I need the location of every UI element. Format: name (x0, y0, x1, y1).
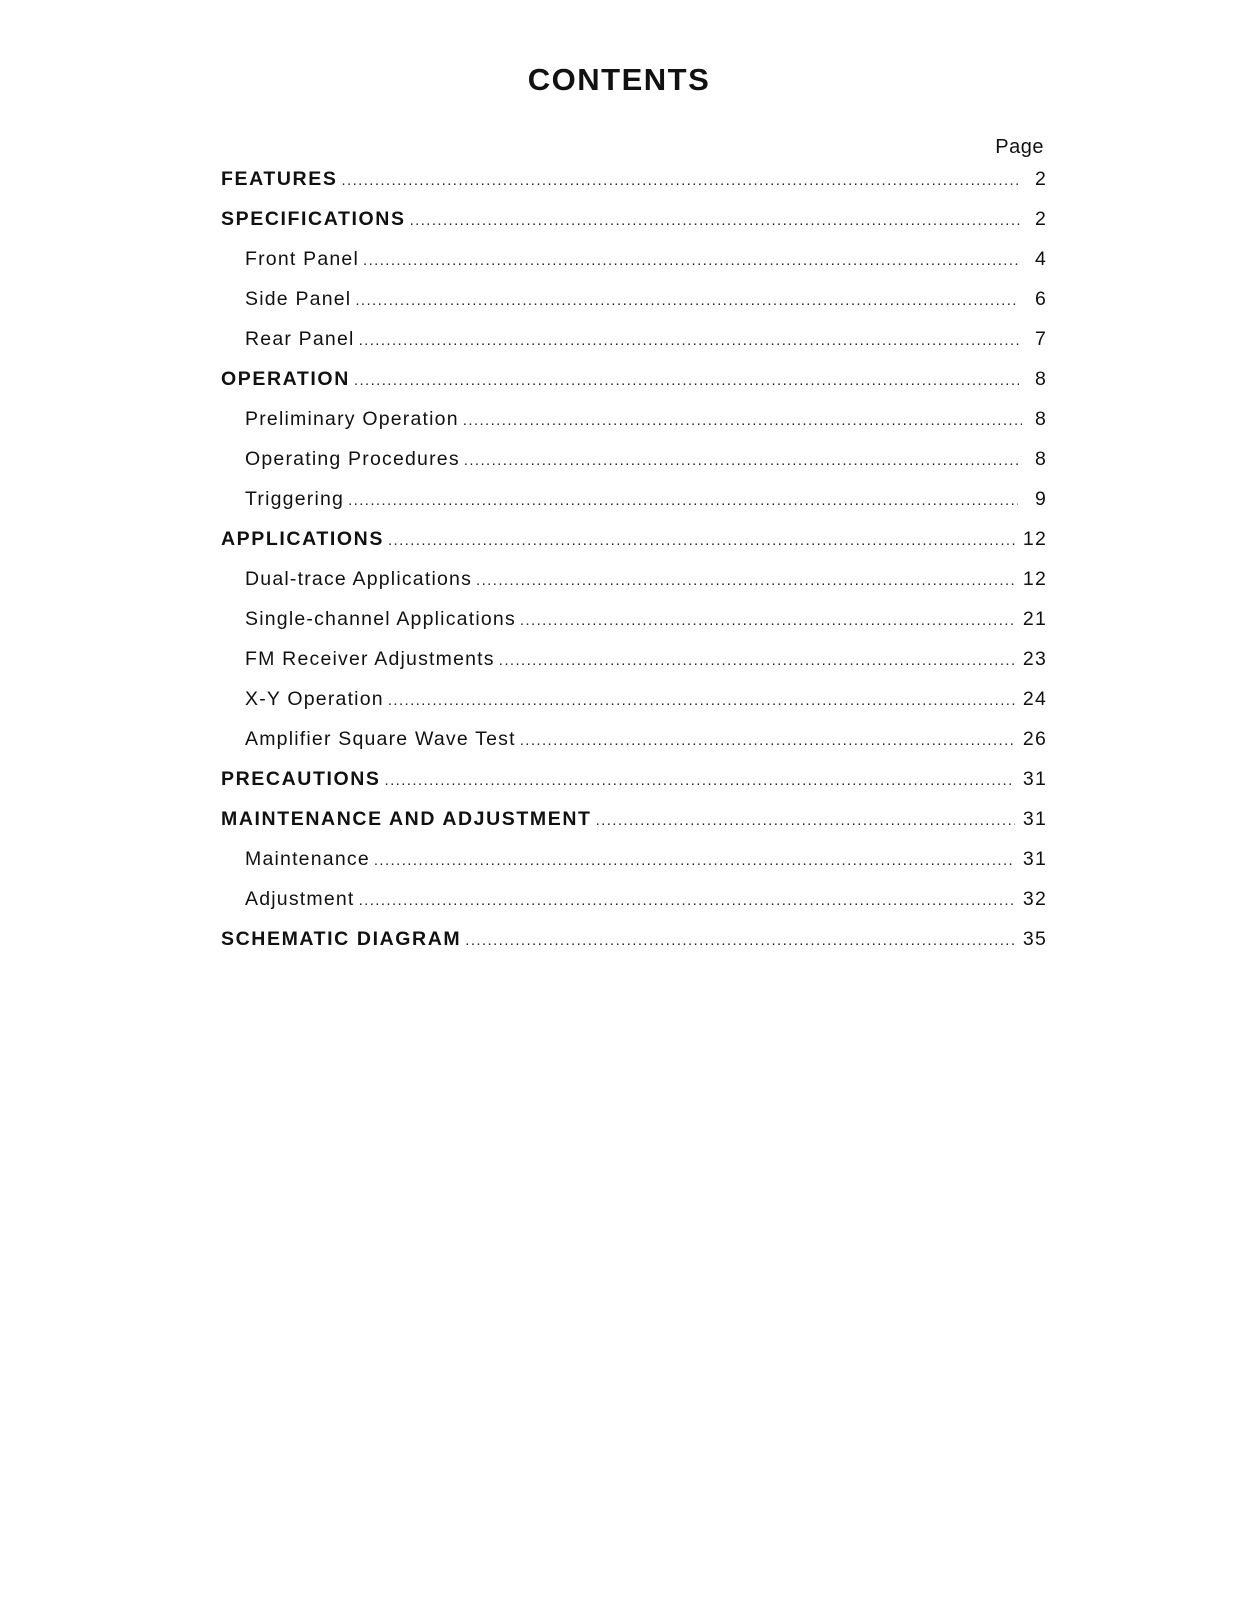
toc-entry-adjustment[interactable] (221, 888, 1047, 928)
toc-entry-label: Maintenance (245, 848, 370, 870)
toc-entry-triggering[interactable] (221, 488, 1047, 528)
toc-entry-page: 31 (1022, 848, 1047, 870)
toc-entry-label: APPLICATIONS (221, 528, 384, 550)
toc-entry-page: 12 (1022, 528, 1047, 550)
dot-leader (359, 892, 1015, 909)
toc-entry-label: Rear Panel (245, 328, 355, 350)
dot-leader (410, 212, 1021, 229)
dot-leader (463, 412, 1022, 429)
toc-entry-operation[interactable] (221, 368, 1047, 408)
dot-leader (359, 332, 1019, 349)
toc-entry-label: Side Panel (245, 288, 352, 310)
dot-leader (388, 532, 1015, 549)
toc-entry-label: MAINTENANCE AND ADJUSTMENT (221, 808, 592, 830)
toc-entry-x-y-operation[interactable] (221, 688, 1047, 728)
toc-entry-page: 32 (1022, 888, 1047, 910)
toc-entry-dual-trace-applications[interactable] (221, 568, 1047, 608)
toc-entry-label: X-Y Operation (245, 688, 384, 710)
toc-entry-applications[interactable] (221, 528, 1047, 568)
toc-entry-label: OPERATION (221, 368, 350, 390)
toc-entry-page: 8 (1034, 448, 1047, 470)
toc-entry-amplifier-square-wave-test[interactable] (221, 728, 1047, 768)
dot-leader (596, 812, 1015, 829)
dot-leader (520, 612, 1015, 629)
dot-leader (388, 692, 1015, 709)
toc-entry-page: 35 (1022, 928, 1047, 950)
toc-entry-single-channel-applications[interactable] (221, 608, 1047, 648)
toc-entry-page: 31 (1022, 768, 1047, 790)
dot-leader (520, 732, 1015, 749)
toc-entry-page: 7 (1034, 328, 1047, 350)
toc-entry-label: Preliminary Operation (245, 408, 459, 430)
toc-entry-label: SPECIFICATIONS (221, 208, 406, 230)
dot-leader (348, 492, 1018, 509)
toc-entry-label: Front Panel (245, 248, 360, 270)
dot-leader (354, 372, 1019, 389)
toc-entry-page: 2 (1034, 168, 1047, 190)
toc-entry-page: 8 (1034, 368, 1047, 390)
toc-entry-rear-panel[interactable] (221, 328, 1047, 368)
toc-entry-label: SCHEMATIC DIAGRAM (221, 928, 462, 950)
toc-entry-maintenance-and-adjustment[interactable] (221, 808, 1047, 848)
toc-entry-side-panel[interactable] (221, 288, 1047, 328)
toc-entry-page: 2 (1034, 208, 1047, 230)
toc-entry-page: 8 (1034, 408, 1047, 430)
toc-entry-page: 23 (1022, 648, 1047, 670)
dot-leader (355, 292, 1018, 309)
toc-entry-page: 24 (1022, 688, 1047, 710)
dot-leader (499, 652, 1015, 669)
toc-entry-front-panel[interactable] (221, 248, 1047, 288)
toc-entry-page: 12 (1022, 568, 1047, 590)
toc-entry-precautions[interactable] (221, 768, 1047, 808)
page-column-heading: Page (995, 136, 1044, 158)
toc-entry-page: 26 (1022, 728, 1047, 750)
table-of-contents (221, 168, 1047, 968)
toc-entry-operating-procedures[interactable] (221, 448, 1047, 488)
dot-leader (363, 252, 1019, 269)
toc-entry-label: Adjustment (245, 888, 355, 910)
toc-entry-features[interactable] (221, 168, 1047, 208)
toc-entry-preliminary-operation[interactable] (221, 408, 1047, 448)
dot-leader (374, 852, 1015, 869)
toc-entry-page: 4 (1034, 248, 1047, 270)
toc-entry-label: Triggering (245, 488, 345, 510)
toc-entry-page: 21 (1022, 608, 1047, 630)
toc-entry-page: 31 (1022, 808, 1047, 830)
dot-leader (385, 772, 1015, 789)
toc-entry-label: FM Receiver Adjustments (245, 648, 495, 670)
toc-entry-label: Single-channel Applications (245, 608, 516, 630)
page-title: CONTENTS (527, 62, 711, 97)
toc-entry-schematic-diagram[interactable] (221, 928, 1047, 968)
toc-entry-specifications[interactable] (221, 208, 1047, 248)
dot-leader (464, 452, 1022, 469)
toc-entry-label: Dual-trace Applications (245, 568, 473, 590)
toc-entry-label: Operating Procedures (245, 448, 460, 470)
toc-entry-maintenance[interactable] (221, 848, 1047, 888)
toc-entry-label: Amplifier Square Wave Test (245, 728, 516, 750)
toc-entry-label: PRECAUTIONS (221, 768, 381, 790)
dot-leader (476, 572, 1015, 589)
dot-leader (341, 172, 1018, 189)
toc-entry-label: FEATURES (221, 168, 338, 190)
toc-entry-page: 9 (1034, 488, 1047, 510)
dot-leader (465, 932, 1015, 949)
toc-entry-page: 6 (1034, 288, 1047, 310)
toc-entry-fm-receiver-adjustments[interactable] (221, 648, 1047, 688)
